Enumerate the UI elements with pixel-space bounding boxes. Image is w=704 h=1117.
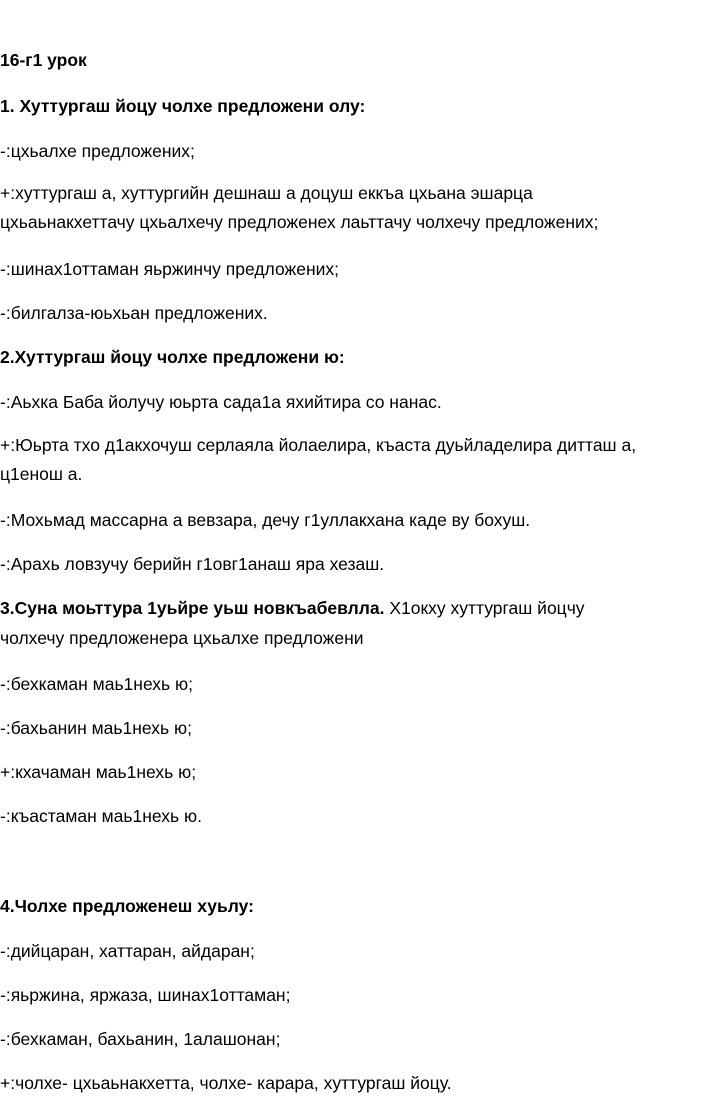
question-1-title: 1. Хуттургаш йоцу чолхе предложени олу: (0, 96, 366, 116)
question-3-option-1: -:бехкаман маь1нехь ю; (0, 674, 194, 694)
question-1-option-2: +:хуттургаш а, хуттургийн дешнаш а доцуш еккъа цхьана эшарца (0, 183, 533, 203)
question-3-title-bold: 3.Суна моьттура 1уьйре уьш новкъабевлла. (0, 598, 385, 618)
question-1-option-3: -:шинах1оттаман яьржинчу предложених; (0, 259, 339, 279)
question-4-option-2: -:яьржина, яржаза, шинах1оттаман; (0, 985, 291, 1005)
question-3-title (0, 597, 700, 619)
question-2-option-2-continued: ц1енош а. (0, 464, 83, 484)
question-4-option-1: -:дийцаран, хаттаран, айдаран; (0, 941, 255, 961)
question-1-option-1: -:цхьалхе предложених; (0, 141, 195, 161)
question-4-option-3: -:бехкаман, бахьанин, 1алашонан; (0, 1029, 281, 1049)
question-1-option-2-continued: цхьаьнакхеттачу цхьалхечу предложенех лаьттачу чолхечу предложених; (0, 212, 599, 232)
question-2-option-4: -:Арахь ловзучу берийн г1овг1анаш яра хезаш. (0, 554, 385, 574)
question-2-title: 2.Хуттургаш йоцу чолхе предложени ю: (0, 347, 345, 367)
question-3-option-3: +:кхачаман маь1нехь ю; (0, 762, 197, 782)
question-2-option-1: -:Аьхка Баба йолучу юьрта сада1а яхийтира со нанас. (0, 392, 442, 412)
question-1-option-4: -:билгалза-юьхьан предложених. (0, 303, 268, 323)
lesson-title: 16-г1 урок (0, 50, 87, 70)
question-3-title-rest: Х1окху хуттургаш йоцчу (384, 598, 585, 618)
question-3-option-2: -:бахьанин маь1нехь ю; (0, 718, 192, 738)
question-4-option-4: +:чолхе- цхьаьнакхетта, чолхе- карара, хуттургаш йоцу. (0, 1073, 452, 1093)
question-3-option-4: -:къастаман маь1нехь ю. (0, 806, 202, 826)
question-3-title-line-2: чолхечу предложенера цхьалхе предложени (0, 628, 364, 648)
question-2-option-2: +:Юьрта тхо д1акхочуш серлаяла йолаелира, къаста дуьйладелира дитташ а, (0, 435, 637, 455)
question-2-option-3: -:Мохьмад массарна а вевзара, дечу г1уллакхана каде ву бохуш. (0, 510, 531, 530)
question-4-title: 4.Чолхе предложенеш хуьлу: (0, 896, 254, 916)
